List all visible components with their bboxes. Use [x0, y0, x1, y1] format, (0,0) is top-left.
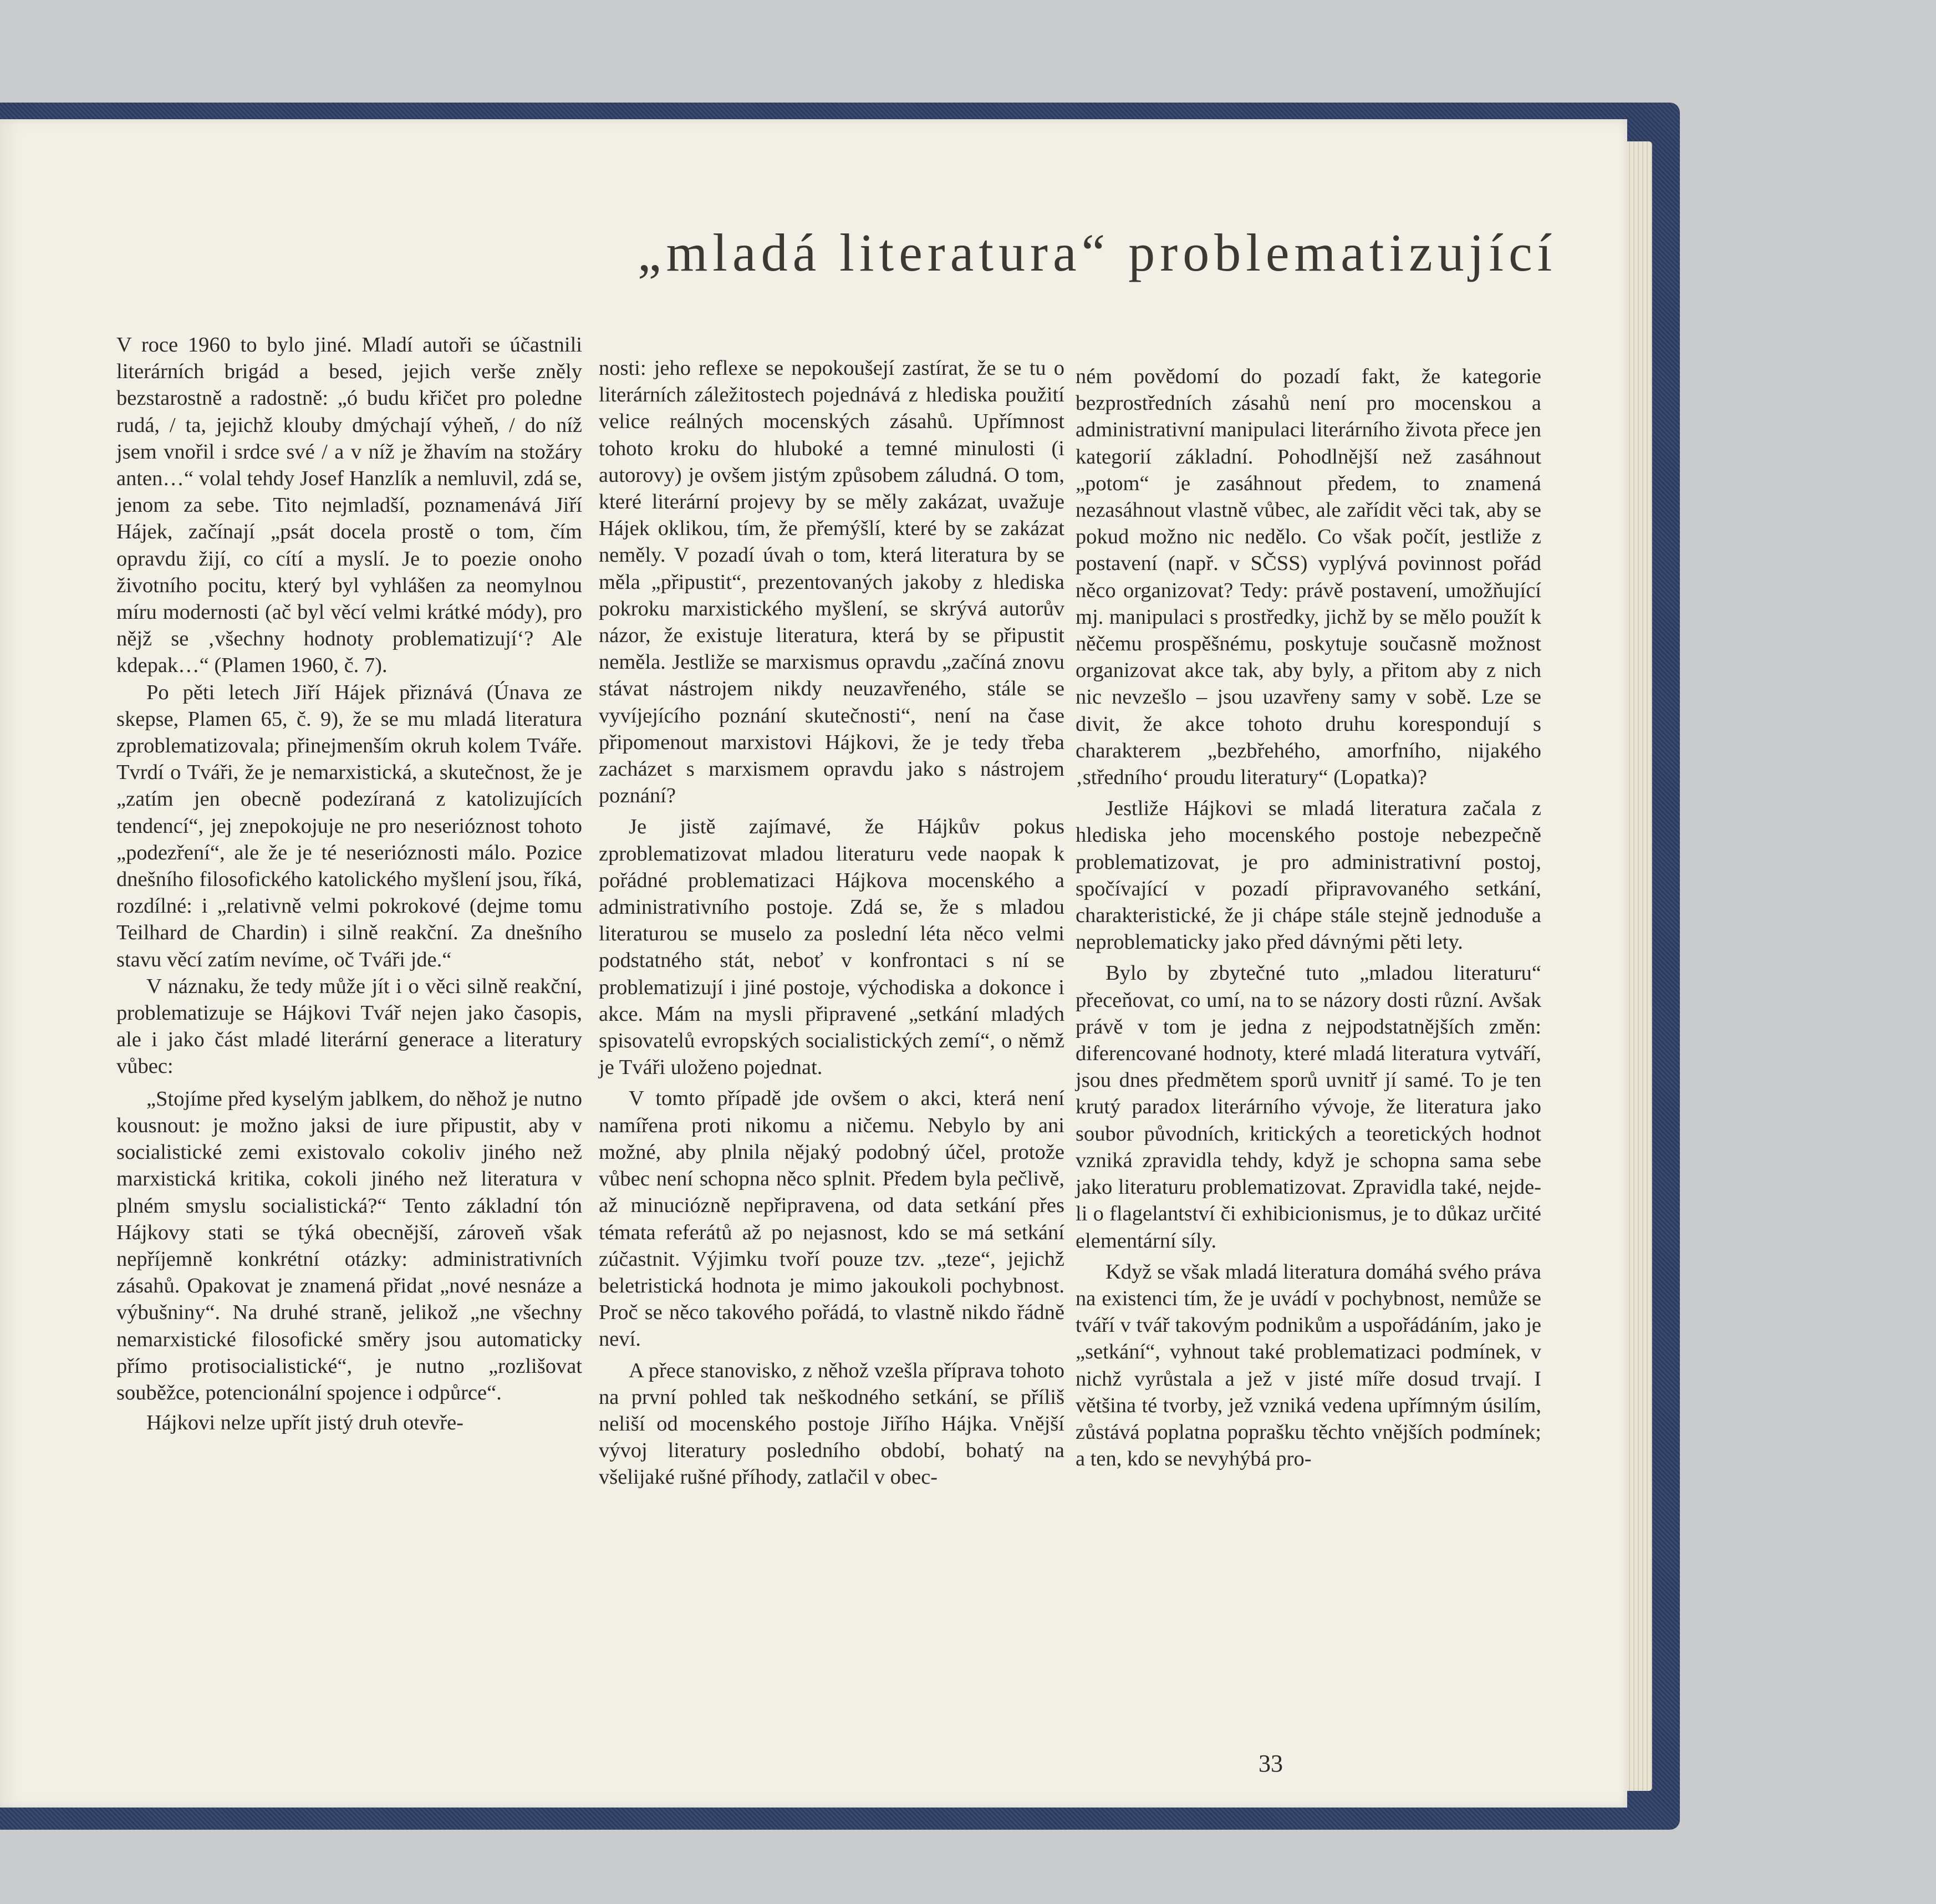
paragraph: Je jistě zajímavé, že Hájkův pokus zproblematizovat mladou literaturu vede naopak k pořádné problematizaci Hájkova mocenského a administrativního postoje. Zdá se, že s mladou literaturou se muselo za poslední léta něco velmi podstatného stát, neboť v konfrontaci s ní se problematizují i jiné postoje, východiska a dokonce i akce. Mám na mysli připravené „setkání mladých spisovatelů evropských socialistických zemí“, o němž je Tváři uloženo pojednat.: [599, 815, 1064, 1080]
paragraph: V náznaku, že tedy může jít i o věci silně reakční, problematizuje se Hájkovi Tvář nejen jako časopis, ale i jako část mladé literární generace a literatury vůbec:: [116, 974, 582, 1078]
text-column-1: [116, 332, 582, 1436]
paragraph: V roce 1960 to bylo jiné. Mladí autoři se účastnili literárních brigád a besed, jejich verše zněly bezstarostně a radostně: „ó budu křičet pro poledne rudá, / ta, jejichž klouby dmýchají výheň, / do níž jsem vnořil i srdce své / a v níž je žhavím na stožáry anten…“ volal tehdy Josef Hanzlík a nemluvil, zdá se, jenom za sebe. Tito nejmladší, poznamenává Jiří Hájek, začínají „psát docela prostě o tom, čím opravdu žijí, co cítí a myslí. Je to poezie onoho životního pocitu, který byl vyhlášen za neomylnou míru modernosti (ač byl věcí velmi krátké módy), pro nějž se ‚všechny hodnoty problematizují‘? Ale kdepak…“ (Plamen 1960, č. 7).: [116, 333, 582, 678]
paragraph: Bylo by zbytečné tuto „mladou literaturu“ přeceňovat, co umí, na to se názory dosti různí. Avšak právě v tom je jedna z nejpodstatnějších změn: diferencované hodnoty, které mladá literatura vytváří, jsou dnes předmětem sporů uvnitř jí samé. To je ten krutý paradox literárního vývoje, že literatura jako soubor původních, kritických a teoretických hodnot vzniká zpravidla tehdy, když je schopna sama sebe jako literaturu problematizovat. Zpravidla také, nejde-li o flagelantství či exhibicionismus, je to důkaz určité elementární síly.: [1076, 961, 1541, 1253]
paragraph: Jestliže Hájkovi se mladá literatura začala z hlediska jeho mocenského postoje nebezpečně problematizovat, je pro administrativní postoj, spočívající v pozadí připravovaného setkání, charakteristické, že ji chápe stále stejně jednoduše a neproblematicky jako před dávnými pěti lety.: [1076, 797, 1541, 954]
page-title: „mladá literatura“ problematizující: [638, 223, 1557, 282]
text-column-2: [599, 355, 1064, 1491]
paragraph: Hájkovi nelze upřít jistý druh otevře-: [146, 1411, 463, 1435]
quote-paragraph: „Stojíme před kyselým jablkem, do něhož je nutno kousnout: je možno jaksi de iure připustit, aby v socialistické zemi existovalo cokoliv jiného než marxistická kritika, cokoli jiného než literatura v plném smyslu socialistická?“ Tento základní tón Hájkovy stati se týká obecnější, zároveň však nepříjemně konkrétní otázky: administrativních zásahů. Opakovat je znamená přidat „nové nesnáze a výbušniny“. Na druhé straně, jelikož „ne všechny nemarxistické filosofické směry jsou automaticky přímo protisocialistické“, je nutno „rozlišovat souběžce, potencionální spojence i odpůrce“.: [116, 1087, 582, 1404]
text-column-3: [1076, 363, 1541, 1472]
paragraph: V tomto případě jde ovšem o akci, která není namířena proti nikomu a ničemu. Nebylo by ani možné, aby plnila nějaký podobný účel, protože vůbec není schopna něco splnit. Předem byla pečlivě, až minuciózně nepřipravena, od data setkání přes témata referátů až po nejasnost, kdo se má setkání zúčastnit. Výjimku tvoří pouze tzv. „teze“, jejichž beletristická hodnota je mimo jakoukoli pochybnost. Proč se něco takového pořádá, to vlastně nikdo řádně neví.: [599, 1087, 1064, 1351]
page-number: 33: [1259, 1750, 1283, 1777]
paragraph: nosti: jeho reflexe se nepokoušejí zastírat, že se tu o literárních záležitostech pojednává z hlediska použití velice reálných mocenských zásahů. Upřímnost tohoto kroku do hluboké a temné minulosti (i autorovy) je ovšem jistým způsobem záludná. O tom, které literární projevy by se měly zakázat, uvažuje Hájek oklikou, tím, že přemýšlí, které by se zakázat neměly. V pozadí úvah o tom, která literatura by se měla „připustit“, prezentovaných jakoby z hlediska pokroku marxistického myšlení, se skrývá autorův názor, že existuje literatura, která by se připustit neměla. Jestliže se marxismus opravdu „začíná znovu stávat nástrojem nikdy neuzavřeného, stále se vyvíjejícího poznání skutečnosti“, není na čase připomenout marxistovi Hájkovi, že je tedy třeba zacházet s marxismem opravdu jako s nástrojem poznání?: [599, 357, 1064, 808]
paragraph: Když se však mladá literatura domáhá svého práva na existenci tím, že je uvádí v pochybnost, nemůže se tváří v tvář takovým podnikům a uspořádáním, jako je „setkání“, vyhnout také problematizaci podmínek, v nichž vyrůstala a jež v jisté míře dosud trvají. I většina té tvorby, jež vzniká vedena upřímným úsilím, zůstává poplatna poprašku těchto vnějších podmínek; a ten, kdo se nevyhýbá pro-: [1076, 1260, 1541, 1471]
paragraph: Po pěti letech Jiří Hájek přiznává (Únava ze skepse, Plamen 65, č. 9), že se mu mladá literatura zproblematizovala; přinejmenším okruh kolem Tváře. Tvrdí o Tváři, že je nemarxistická, a skutečnost, že je „zatím jen obecně podezíraná z katolizujících tendencí“, jej znepokojuje ne pro neserióznost tohoto „podezření“, ale že je té neserióznosti málo. Pozice dnešního filosofického katolického myšlení jsou, říká, rozdílné: i „relativně velmi pokrokové (dejme tomu Teilhard de Chardin) i silně reakční. Za dnešního stavu věcí zatím nevíme, oč Tváři jde.“: [116, 680, 582, 971]
paragraph: A přece stanovisko, z něhož vzešla příprava tohoto na první pohled tak neškodného setkání, se příliš neliší od mocenského postoje Jiřího Hájka. Vnější vývoj literatury posledního období, bohatý na všelijaké rušné příhody, zatlačil v obec-: [599, 1358, 1064, 1489]
paragraph: ném povědomí do pozadí fakt, že kategorie bezprostředních zásahů není pro mocenskou a administrativní manipulaci literárního života přece jen kategorií základní. Pohodlnější než zasáhnout „potom“ je zasáhnout předem, to znamená nezasáhnout vlastně vůbec, ale zařídit věci tak, aby se pokud možno nic nedělo. Co však počít, jestliže z postavení (např. v SČSS) vyplývá povinnost pořád něco organizovat? Tedy: právě postavení, umožňující mj. manipulaci s prostředky, jichž by se mělo použít k něčemu prospěšnému, poskytuje současně možnost organizovat akce tak, aby byly, a přitom aby z nich nic nevzešlo – jsou uzavřeny samy v sobě. Lze se divit, že akce tohoto druhu korespondují s charakterem „bezbřehého, amorfního, nijakého ‚středního‘ proudu literatury“ (Lopatka)?: [1076, 365, 1541, 790]
